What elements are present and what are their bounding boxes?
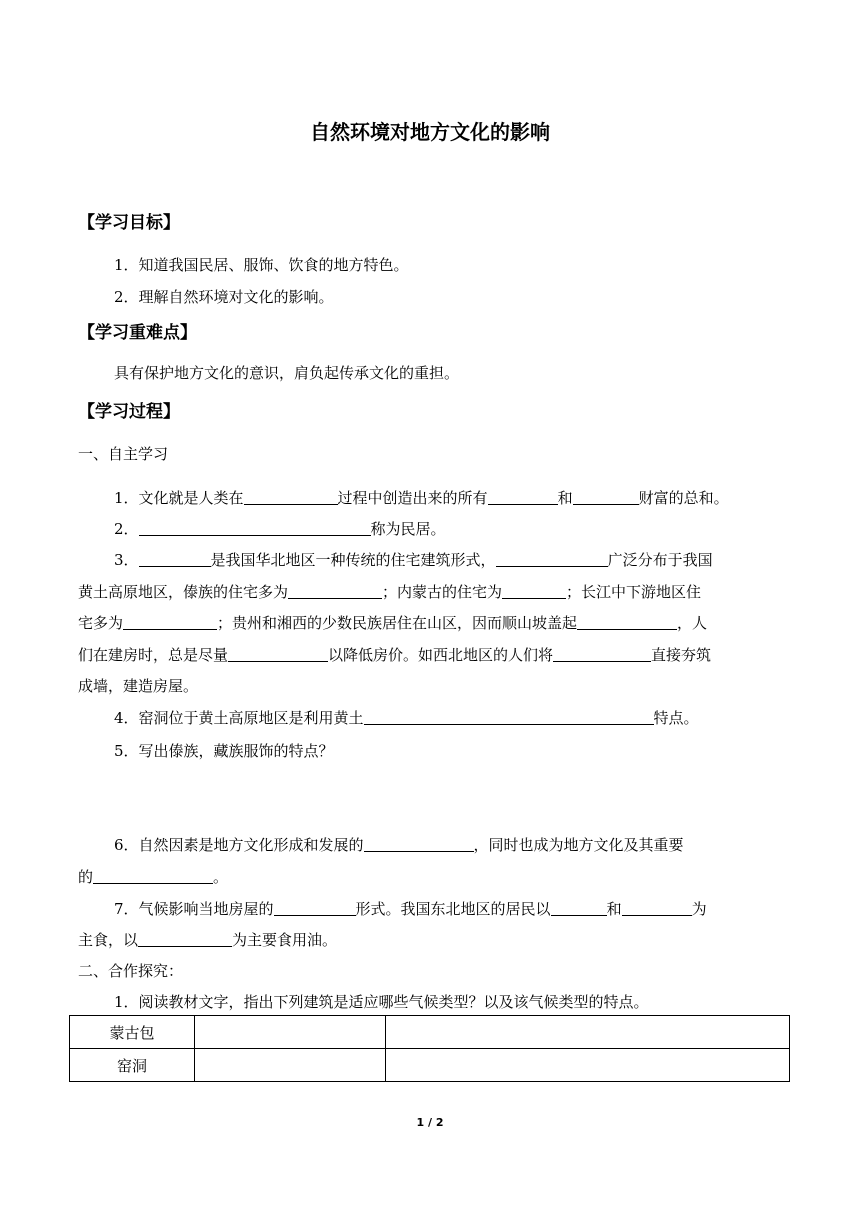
question-4: 4．窑洞位于黄土高原地区是利用黄土 特点。 xyxy=(114,709,699,727)
fill-blank[interactable] xyxy=(274,900,356,916)
question-3-line-2: 黄土高原地区，傣族的住宅多为 ；内蒙古的住宅为 ；长江中下游地区住 xyxy=(78,583,702,601)
table-cell-building: 窑洞 xyxy=(70,1049,195,1082)
question-2: 2． 称为民居。 xyxy=(114,520,446,538)
table-cell-feature[interactable] xyxy=(386,1049,790,1082)
fill-blank[interactable] xyxy=(577,614,677,630)
heading-goals: 【学习目标】 xyxy=(78,213,180,233)
fill-blank[interactable] xyxy=(622,900,692,916)
fill-blank[interactable] xyxy=(364,709,654,725)
fill-blank[interactable] xyxy=(553,646,651,662)
fill-blank[interactable] xyxy=(551,900,607,916)
page-title: 自然环境对地方文化的影响 xyxy=(310,120,550,144)
question-7-line-2: 主食，以 为主要食用油。 xyxy=(78,931,338,949)
goal-item: 2．理解自然环境对文化的影响。 xyxy=(114,288,334,306)
table-cell-building: 蒙古包 xyxy=(70,1016,195,1049)
inquiry-question-1: 1．阅读教材文字，指出下列建筑是适应哪些气候类型？以及该气候类型的特点。 xyxy=(114,993,649,1011)
fill-blank[interactable] xyxy=(228,646,328,662)
goal-item: 1．知道我国民居、服饰、饮食的地方特色。 xyxy=(114,256,409,274)
fill-blank[interactable] xyxy=(138,931,232,947)
fill-blank[interactable] xyxy=(364,836,474,852)
question-3-line-3: 宅多为 ；贵州和湘西的少数民族居住在山区，因而顺山坡盖起 ，人 xyxy=(78,614,708,632)
climate-table xyxy=(69,1015,790,1082)
heading-process: 【学习过程】 xyxy=(78,402,180,422)
fill-blank[interactable] xyxy=(93,868,213,884)
fill-blank[interactable] xyxy=(496,551,608,567)
page-number: 1 / 2 xyxy=(416,1116,444,1129)
fill-blank[interactable] xyxy=(123,614,217,630)
question-7-line-1: 7．气候影响当地房屋的 形式。我国东北地区的居民以 和 为 xyxy=(114,900,707,918)
heading-key-points: 【学习重难点】 xyxy=(78,323,197,343)
fill-blank[interactable] xyxy=(244,489,338,505)
fill-blank[interactable] xyxy=(488,489,558,505)
table-row xyxy=(70,1049,790,1082)
question-3-line-1: 3． 是我国华北地区一种传统的住宅建筑形式， 广泛分布于我国 xyxy=(114,551,713,569)
table-cell-climate[interactable] xyxy=(195,1049,386,1082)
fill-blank[interactable] xyxy=(139,551,211,567)
fill-blank[interactable] xyxy=(573,489,639,505)
table-cell-feature[interactable] xyxy=(386,1016,790,1049)
fill-blank[interactable] xyxy=(502,583,566,599)
key-point-text: 具有保护地方文化的意识，肩负起传承文化的重担。 xyxy=(114,364,460,382)
question-6-line-2: 的 。 xyxy=(78,868,229,886)
question-5: 5．写出傣族，藏族服饰的特点？ xyxy=(114,742,334,760)
question-3-line-5: 成墙，建造房屋。 xyxy=(78,677,199,695)
question-3-line-4: 们在建房时，总是尽量 以降低房价。如西北地区的人们将 直接夯筑 xyxy=(78,646,712,664)
question-1: 1．文化就是人类在 过程中创造出来的所有 和 财富的总和。 xyxy=(114,489,729,507)
fill-blank[interactable] xyxy=(139,520,371,536)
table-cell-climate[interactable] xyxy=(195,1016,386,1049)
table-row xyxy=(70,1016,790,1049)
section2-title: 二、合作探究： xyxy=(78,962,184,980)
fill-blank[interactable] xyxy=(288,583,382,599)
question-6-line-1: 6．自然因素是地方文化形成和发展的 ，同时也成为地方文化及其重要 xyxy=(114,836,684,854)
section1-title: 一、自主学习 xyxy=(78,445,169,463)
